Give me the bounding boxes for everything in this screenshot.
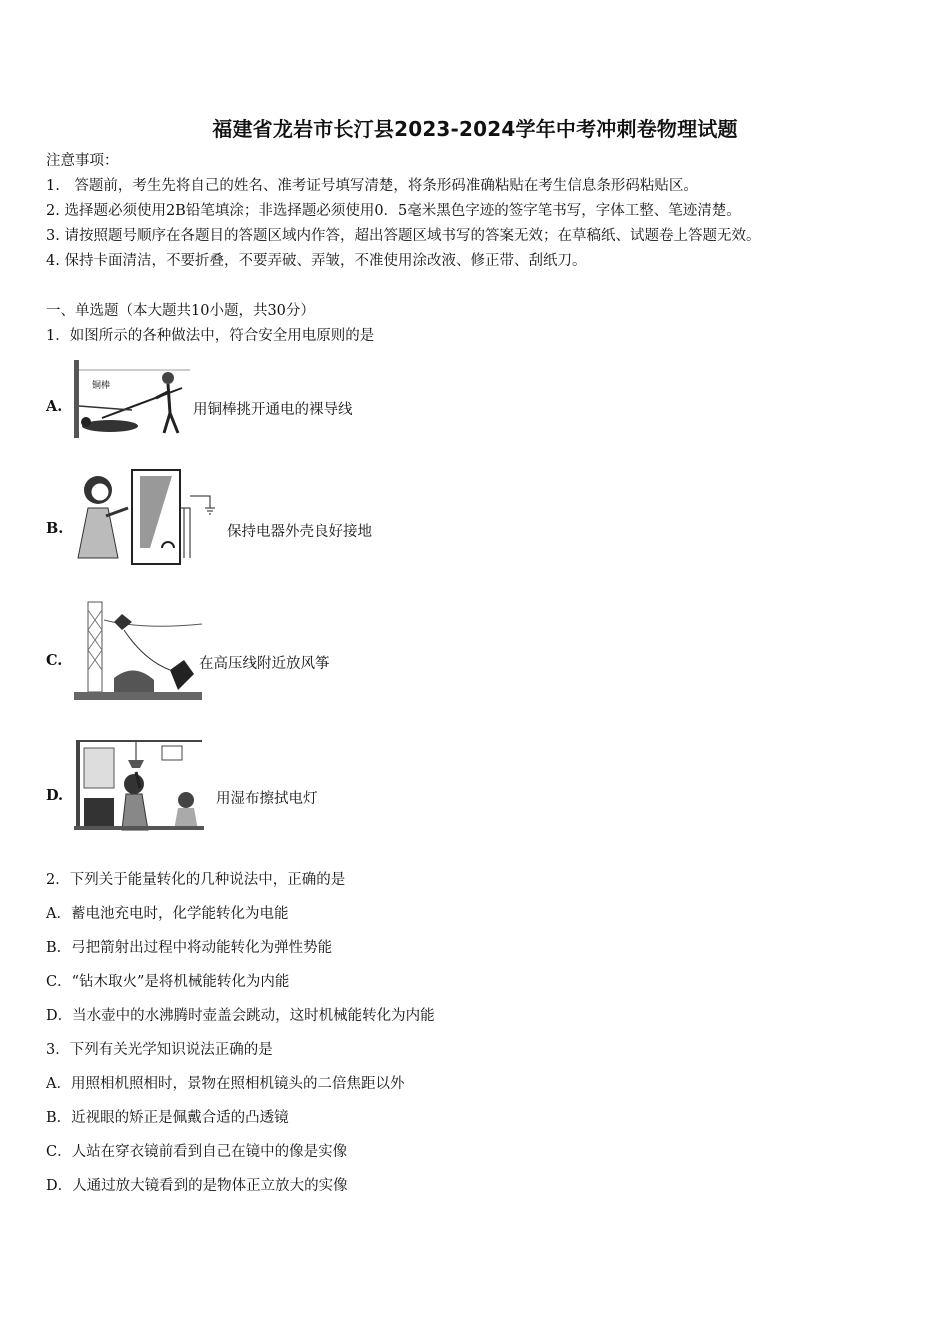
grounded-appliance-illustration	[70, 468, 230, 568]
wet-cloth-lamp-illustration	[74, 738, 204, 832]
q1-option-d-text: 用湿布擦拭电灯	[216, 791, 318, 807]
notice-item-1: 1. 答题前，考生先将自己的姓名、准考证号填写清楚，将条形码准确粘贴在考生信息条形码粘贴区。	[46, 178, 698, 194]
q1-option-c-letter: C.	[46, 652, 63, 669]
notice-item-4: 4. 保持卡面清洁，不要折叠，不要弄破、弄皱，不准使用涂改液、修正带、刮纸刀。	[46, 253, 587, 269]
q1-option-a-letter: A.	[46, 398, 63, 415]
notice-item-3: 3. 请按照题号顺序在各题目的答题区域内作答，超出答题区域书写的答案无效；在草稿纸、试题卷上答题无效。	[46, 228, 761, 244]
question-2-stem: 2．下列关于能量转化的几种说法中，正确的是	[46, 872, 346, 888]
notice-heading: 注意事项：	[46, 153, 119, 169]
question-1-stem: 1．如图所示的各种做法中，符合安全用电原则的是	[46, 328, 375, 344]
q1-option-d-letter: D.	[46, 787, 64, 804]
page-title: 福建省龙岩市长汀县2023-2024学年中考冲刺卷物理试题	[212, 117, 738, 141]
q3-option-d: D．人通过放大镜看到的是物体正立放大的实像	[46, 1178, 348, 1194]
notice-item-2: 2. 选择题必须使用2B铅笔填涂；非选择题必须使用0．5毫米黑色字迹的签字笔书写，字体工整、笔迹清楚。	[46, 203, 741, 219]
q1-option-b-letter: B.	[46, 520, 64, 537]
q3-option-c: C．人站在穿衣镜前看到自己在镜中的像是实像	[46, 1144, 348, 1160]
q1-option-b-text: 保持电器外壳良好接地	[227, 524, 372, 540]
copper-rod-label: 铜棒	[92, 381, 111, 391]
q2-option-d: D．当水壶中的水沸腾时壶盖会跳动，这时机械能转化为内能	[46, 1008, 435, 1024]
q2-option-c: C．“钻木取火”是将机械能转化为内能	[46, 974, 290, 990]
section-heading: 一、单选题（本大题共10小题，共30分）	[46, 303, 315, 319]
q3-option-b: B．近视眼的矫正是佩戴合适的凸透镜	[46, 1110, 289, 1126]
q3-option-a: A．用照相机照相时，景物在照相机镜头的二倍焦距以外	[46, 1076, 405, 1092]
q2-option-a: A．蓄电池充电时，化学能转化为电能	[46, 906, 289, 922]
copper-rod-illustration	[72, 358, 192, 440]
q1-option-a-text: 用铜棒挑开通电的裸导线	[193, 402, 353, 418]
q2-option-b: B．弓把箭射出过程中将动能转化为弹性势能	[46, 940, 333, 956]
kite-near-power-line-illustration	[74, 600, 202, 702]
question-3-stem: 3．下列有关光学知识说法正确的是	[46, 1042, 273, 1058]
q1-option-c-text: 在高压线附近放风筝	[199, 656, 330, 672]
